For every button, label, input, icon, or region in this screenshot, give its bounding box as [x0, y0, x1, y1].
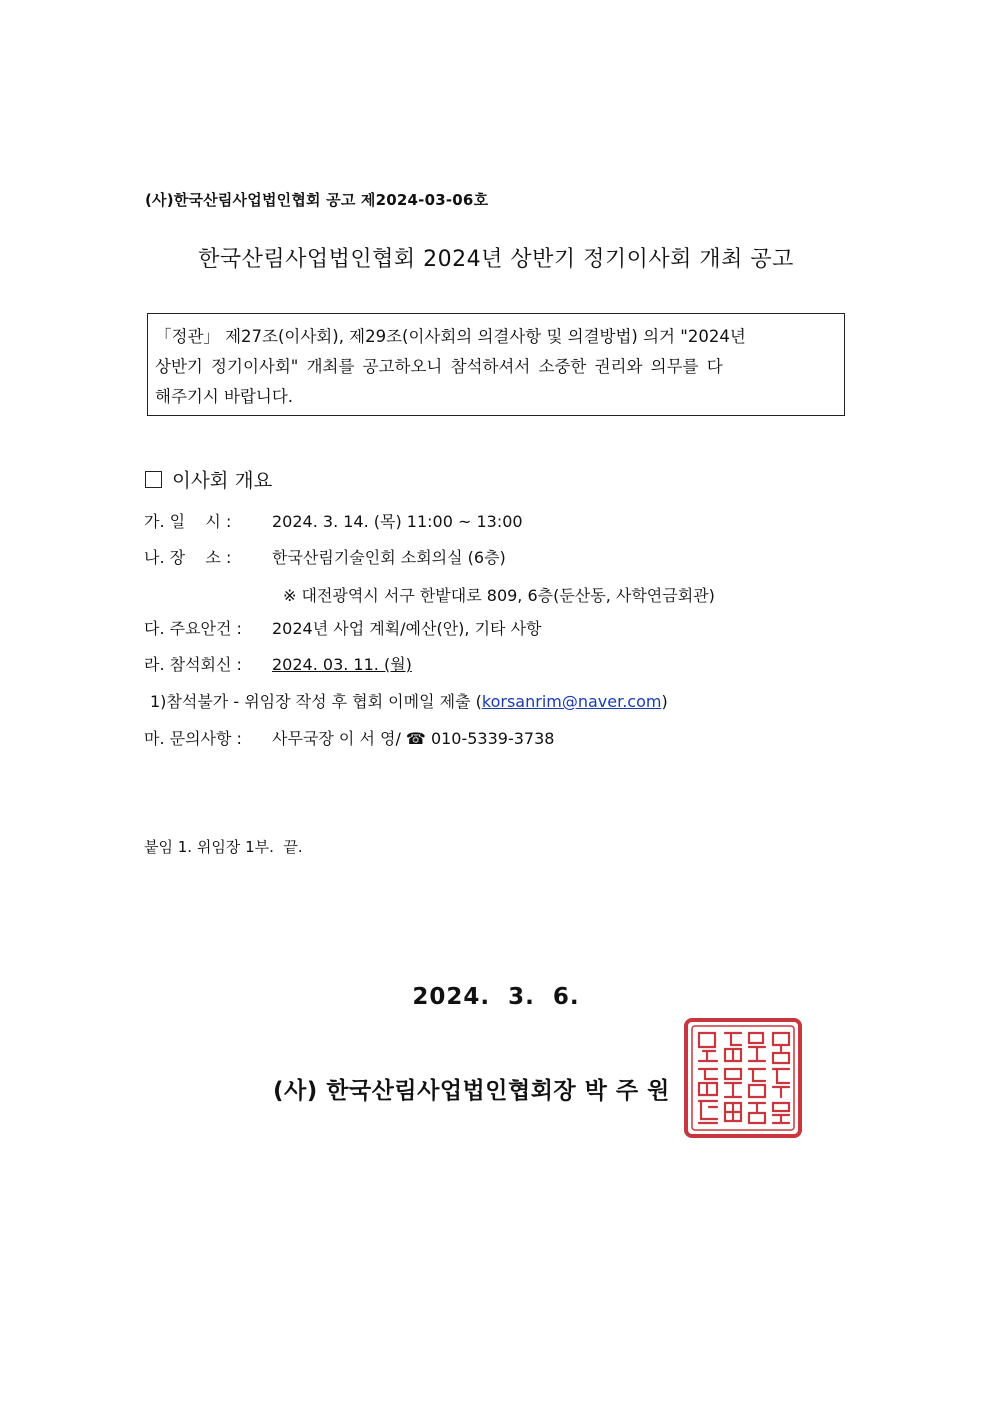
detail-key-inquiry: 마. 문의사항 : — [144, 729, 242, 748]
section-heading — [145, 465, 272, 493]
intro-line-1: 「정관」 제27조(이사회), 제29조(이사회의 의결사항 및 의결방법) 의거 "2024년 — [155, 327, 746, 346]
detail-value-place: 한국산림기술인회 소회의실 (6층) — [272, 548, 506, 567]
detail-key-agenda: 다. 주요안건 : — [144, 619, 242, 638]
section-title: 이사회 개요 — [172, 469, 273, 492]
intro-line-2: 상반기 정기이사회" 개최를 공고하오니 참석하셔서 소중한 권리와 의무를 다 — [155, 357, 723, 376]
detail-row-place — [144, 545, 506, 568]
document-title: 한국산림사업법인협회 2024년 상반기 정기이사회 개최 공고 — [198, 247, 794, 272]
checkbox-square-icon — [145, 471, 162, 488]
signature-line: (사) 한국산림사업법인협회장 박 주 원 — [273, 1078, 670, 1104]
notice-number: (사)한국산림사업법인협회 공고 제2024-03-06호 — [145, 191, 489, 209]
detail-key-reply: 라. 참석회신 : — [144, 655, 242, 674]
detail-row-agenda — [144, 616, 542, 639]
detail-value-agenda: 2024년 사업 계획/예산(안), 기타 사항 — [272, 619, 542, 638]
email-link[interactable]: korsanrim@naver.com — [481, 692, 662, 711]
attachment-line: 붙임 1. 위임장 1부. 끝. — [144, 838, 303, 856]
detail-key-date: 가. 일 시 : — [144, 512, 232, 531]
absence-instruction — [150, 689, 668, 712]
detail-row-date — [144, 509, 523, 532]
place-address-note: ※ 대전광역시 서구 한밭대로 809, 6층(둔산동, 사학연금회관) — [283, 586, 715, 605]
issue-date: 2024. 3. 6. — [412, 984, 580, 1010]
official-seal — [683, 1017, 803, 1139]
detail-value-date: 2024. 3. 14. (목) 11:00 ~ 13:00 — [272, 512, 523, 531]
intro-line-3: 해주기시 바랍니다. — [155, 387, 294, 406]
detail-key-place: 나. 장 소 : — [144, 548, 232, 567]
absence-suffix: ) — [661, 692, 668, 711]
detail-value-reply: 2024. 03. 11. (월) — [272, 655, 412, 674]
absence-prefix: 1)참석불가 - 위임장 작성 후 협회 이메일 제출 ( — [150, 692, 482, 711]
detail-value-inquiry: 사무국장 이 서 영/ ☎ 010-5339-3738 — [272, 729, 555, 748]
detail-row-reply — [144, 652, 412, 675]
detail-row-inquiry — [144, 726, 554, 749]
